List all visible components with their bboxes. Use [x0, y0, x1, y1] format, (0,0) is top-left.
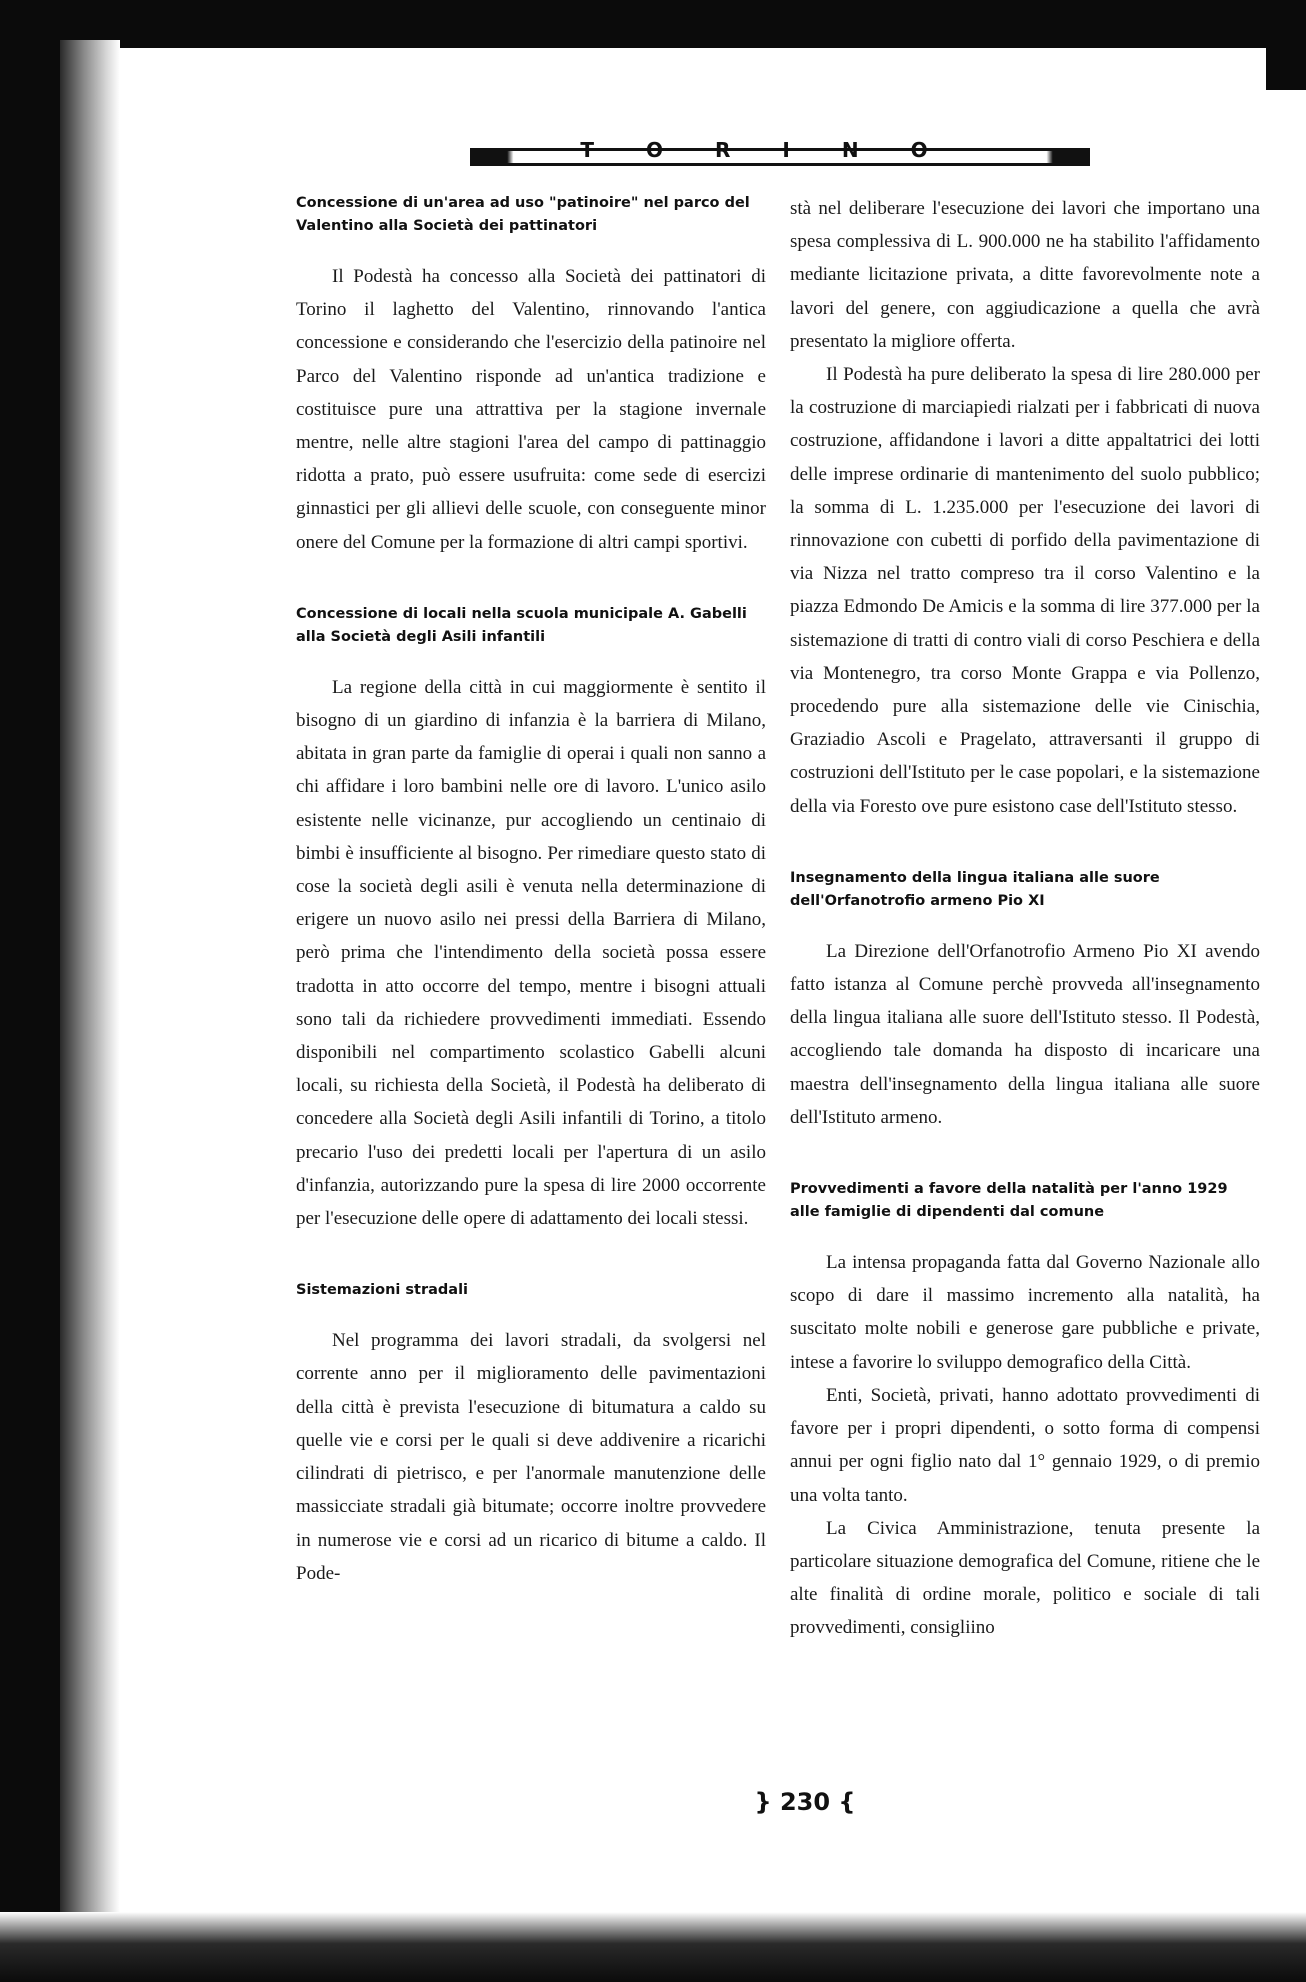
page-number-value: 230 — [779, 1788, 831, 1816]
section-heading-natalita: Provvedimenti a favore della natalità per l'anno 1929 alle famiglie di dipendenti dal comune — [790, 1181, 1228, 1221]
header-title: TORINO — [580, 138, 980, 162]
page-number-bracket-right: { — [838, 1788, 856, 1816]
paragraph-patinoire: Il Podestà ha concesso alla Società dei pattinatori di Torino il laghetto del Valentino, rinnovando l'antica concessione e considerando che l'esercizio della patinoire nel Parco del Valentino risponde ad un'antica tradizione e costituisce pure una attrattiva per la stagione invernale mentre, nelle altre stagioni l'area del campo di pattinaggio ridotta a prato, può essere usufruita: come sede di esercizi ginnastici per gli allievi delle scuole, con conseguente minor onere del Comune per la formazione di altri campi sportivi. — [296, 266, 766, 553]
scan-edge-top — [0, 0, 1306, 48]
scan-edge-right — [1266, 0, 1306, 90]
page-number — [745, 1788, 865, 1816]
paragraph-sistemazioni-cont: stà nel deliberare l'esecuzione dei lavori che importano una spesa complessiva di L. 900.000 ne ha stabilito l'affidamento mediante licitazione privata, a ditte favorevolmente note a lavori del genere, con aggiudicazione a quella che avrà presentato la migliore offerta. — [790, 198, 1260, 352]
scan-shadow-left — [60, 40, 120, 1982]
page-number-bracket-left: } — [754, 1788, 772, 1816]
section-heading-sistemazioni: Sistemazioni stradali — [296, 1282, 469, 1299]
paragraph-gabelli: La regione della città in cui maggiormente è sentito il bisogno di un giardino di infanzia è la barriera di Milano, abitata in gran parte da famiglie di operai i quali non sanno a chi affidare i loro bambini nelle ore di lavoro. L'unico asilo esistente nelle vicinanze, pur accogliendo un centinaio di bimbi è insufficiente al bisogno. Per rimediare questo stato di cose la società degli asili è venuta nella determinazione di erigere un nuovo asilo nei pressi della Barriera di Milano, però prima che l'intendimento della società possa essere tradotta in atto occorre del tempo, mentre i bisogni attuali sono tali da richiedere provvedimenti immediati. Essendo disponibili nel compartimento scolastico Gabelli alcuni locali, su richiesta della Società, il Podestà ha deliberato di concedere alla Società degli Asili infantili di Torino, a titolo precario l'uso dei predetti locali per l'apertura di un asilo d'infanzia, autorizzando pure la spesa di lire 2000 occorrente per l'esecuzione delle opere di adattamento dei locali stessi. — [296, 676, 766, 1230]
scan-edge-bottom — [0, 1912, 1306, 1982]
left-column — [296, 192, 766, 1590]
right-column — [790, 192, 1260, 1645]
paragraph-sistemazioni: Nel programma dei lavori stradali, da svolgersi nel corrente anno per il miglioramento delle pavimentazioni della città è prevista l'esecuzione di bitumatura a caldo su quelle vie e corsi per le quali si deve addivenire a ricarichi cilindrati di pietrisco, e per l'anormale manutenzione delle massicciate stradali già bitumate; occorre inoltre provvedere in numerose vie e corsi ad un ricarico di bitume a caldo. Il Pode- — [296, 1330, 766, 1584]
running-header — [470, 138, 1090, 166]
section-heading-orfanotrofio: Insegnamento della lingua italiana alle suore dell'Orfanotrofio armeno Pio XI — [790, 869, 1160, 909]
paragraph-marciapiedi: Il Podestà ha pure deliberato la spesa di lire 280.000 per la costruzione di marciapiedi rialzati per i fabbricati di nuova costruzione, affidandone i lavori a ditte appaltatrici dei lotti delle imprese ordinarie di mantenimento del suolo pubblico; la somma di L. 1.235.000 per l'esecuzione dei lavori di rinnovazione con cubetti di porfido della pavimentazione di via Nizza nel tratto compreso tra il corso Valentino e la piazza Edmondo De Amicis e la somma di lire 377.000 per la sistemazione di tratti di contro viali di corso Peschiera e della via Montenegro, tra corso Monte Grappa e via Pollenzo, procedendo pure alla sistemazione delle vie Cinischia, Graziadio Ascoli e Pragelato, attraversanti il gruppo di costruzioni dell'Istituto per le case popolari, e la sistemazione della via Foresto ove pure esistono case dell'Istituto stesso. — [790, 364, 1260, 817]
scan-edge-left — [0, 0, 60, 1982]
section-heading-gabelli: Concessione di locali nella scuola municipale A. Gabelli alla Società degli Asili infantili — [296, 605, 747, 645]
section-heading-patinoire: Concessione di un'area ad uso "patinoire" nel parco del Valentino alla Società dei pattinatori — [296, 195, 750, 234]
paragraph-natalita-2: Enti, Società, privati, hanno adottato provvedimenti di favore per i propri dipendenti, o sotto forma di compensi annui per ogni figlio nato dal 1° gennaio 1929, o di premio una volta tanto. — [790, 1384, 1260, 1506]
paragraph-natalita-1: La intensa propaganda fatta dal Governo Nazionale allo scopo di dare il massimo incremento alla natalità, ha suscitato molte nobili e generose gare pubbliche e private, intese a favorire lo sviluppo demografico della Città. — [790, 1252, 1260, 1373]
paragraph-orfanotrofio: La Direzione dell'Orfanotrofio Armeno Pio XI avendo fatto istanza al Comune perchè provveda all'insegnamento della lingua italiana alle suore dell'Istituto stesso. Il Podestà, accogliendo tale domanda ha disposto di incaricare una maestra dell'insegnamento della lingua italiana alle suore dell'Istituto armeno. — [790, 940, 1260, 1128]
paragraph-natalita-3: La Civica Amministrazione, tenuta presente la particolare situazione demografica del Comune, ritiene che le alte finalità di ordine morale, politico e sociale di tali provvedimenti, consigliino — [790, 1517, 1260, 1639]
